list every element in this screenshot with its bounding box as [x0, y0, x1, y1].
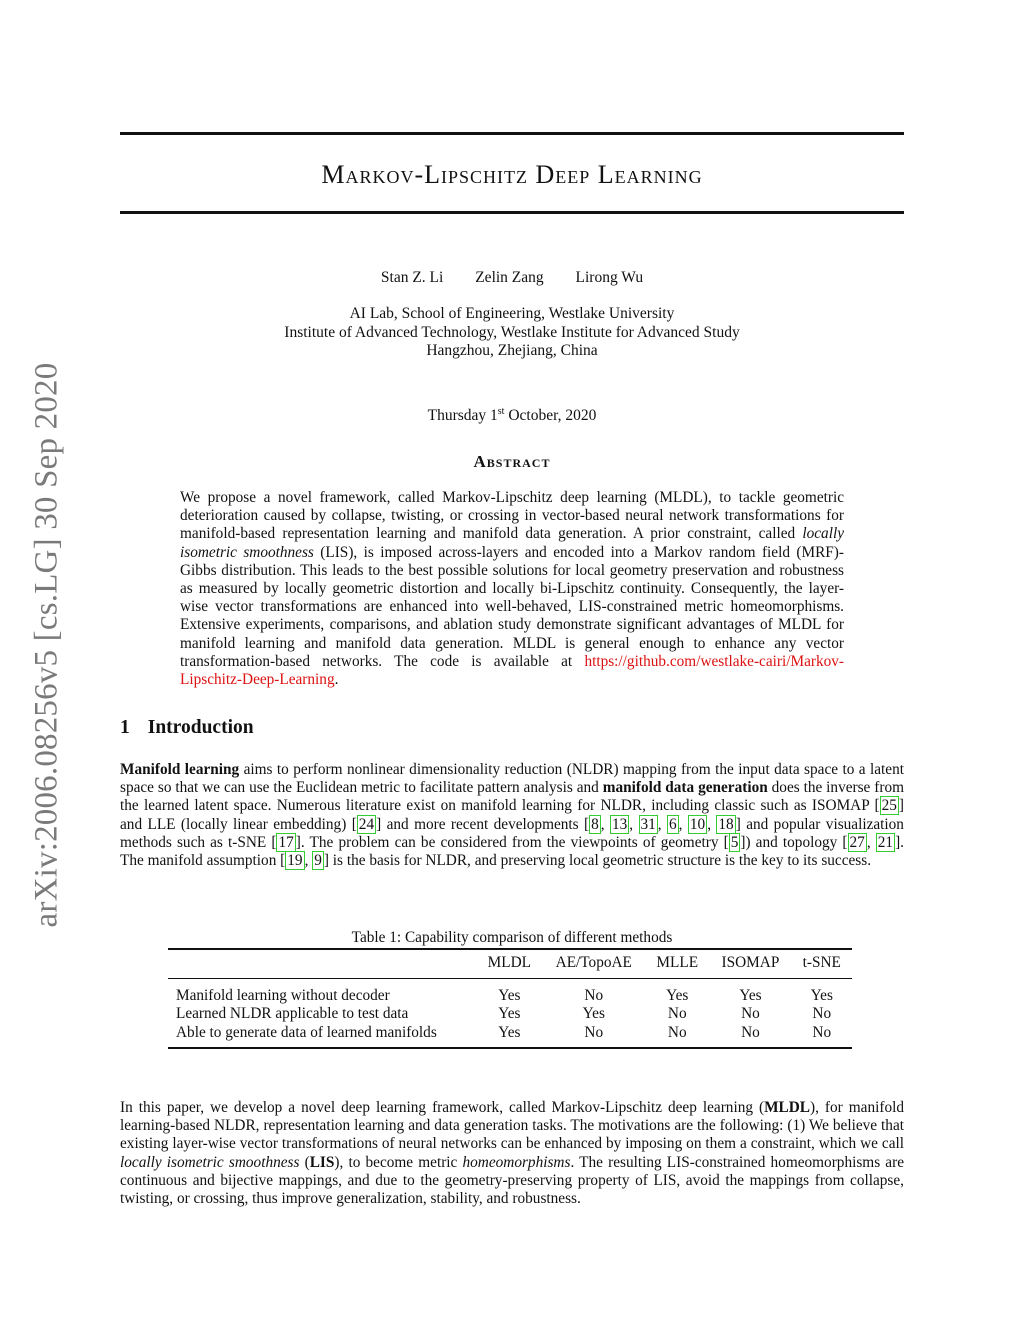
citation-link[interactable]: 8: [591, 815, 599, 833]
table-cell: Yes: [810, 987, 833, 1004]
motivation-paragraph: [120, 1099, 904, 1208]
author-list: [120, 269, 904, 287]
table-cell: Yes: [498, 987, 521, 1004]
table-cell: No: [741, 1023, 760, 1041]
citation-link[interactable]: 27: [849, 833, 865, 851]
title-rule-top: [120, 132, 904, 135]
citation-link[interactable]: 9: [314, 852, 322, 870]
table-cell: Yes: [739, 987, 762, 1004]
title-rule-bottom: [120, 211, 904, 214]
affiliation-line: AI Lab, School of Engineering, Westlake University: [349, 305, 675, 322]
bold-term: MLDL: [764, 1099, 810, 1116]
table-row-label: Able to generate data of learned manifolds: [176, 1023, 437, 1041]
table-row: [168, 1024, 852, 1048]
author-name: Stan Z. Li: [380, 269, 444, 286]
paragraph-text: (: [299, 1153, 310, 1171]
capability-table: [168, 948, 852, 1049]
table-header-cell: ISOMAP: [721, 954, 780, 971]
code-link[interactable]: https://github.com/westlake-cairi/Markov-Lipschitz-Deep-Learning: [180, 652, 844, 689]
table-header-cell: AE/TopoAE: [555, 954, 632, 971]
table-header-row: [168, 949, 852, 979]
table-row-label: Manifold learning without decoder: [176, 987, 390, 1004]
paragraph-text: ] and more recent developments [: [376, 815, 590, 833]
abstract-text: (LIS), is imposed across-layers and encoded into a Markov random field (MRF)-Gibbs distribution. This leads to the best possible solutions for local geometry preservation and robustness as measured by locally geometric distortion and locally bi-Lipschitz continuity. Consequently, the layer-wise vector transformations are enhanced into well-behaved, LIS-constrained metric homeomorphisms. Extensive experiments, comparisons, and ablation study demonstrate significant advantages of MLDL for manifold learning and manifold data generation. MLDL is general enough to enhance any vector transformation-based networks. The code is available at: [180, 543, 844, 670]
paragraph-text: ]. The problem can be considered from the viewpoints of geometry [: [295, 833, 729, 851]
table-header-cell: MLLE: [656, 954, 699, 971]
table-cell: No: [812, 1005, 832, 1023]
italic-term: homeomorphisms: [462, 1153, 571, 1171]
paragraph-text: ]. The manifold assumption [: [120, 833, 904, 870]
author-name: Lirong Wu: [575, 269, 644, 286]
citation-link[interactable]: 24: [358, 815, 375, 833]
citation-link[interactable]: 6: [669, 815, 677, 833]
table-cell: Yes: [582, 1005, 605, 1023]
bold-term: manifold data generation: [602, 779, 768, 797]
table-cell: No: [584, 987, 604, 1004]
citation-link[interactable]: 21: [877, 833, 894, 851]
abstract-emphasis: locally isometric smoothness: [180, 525, 844, 561]
bold-term: LIS: [309, 1153, 335, 1171]
affiliation-line: Institute of Advanced Technology, Westlake Institute for Advanced Study: [284, 323, 740, 341]
table-cell: No: [584, 1023, 604, 1041]
table-cell: No: [812, 1023, 832, 1041]
table-header-cell: t-SNE: [802, 954, 841, 971]
paragraph-text: In this paper, we develop a novel deep learning framework, called Markov-Lipschitz deep learning (: [120, 1099, 765, 1116]
paragraph-text: does the inverse from the learned latent space. Numerous literature exist on manifold learning for NLDR, including classic such as ISOMAP [: [120, 779, 904, 815]
abstract-body: [180, 489, 844, 689]
bold-term: Manifold learning: [120, 761, 240, 778]
author-name: Zelin Zang: [475, 269, 544, 286]
citation-link[interactable]: 17: [278, 833, 294, 851]
abstract-heading: Abstract: [473, 452, 551, 471]
section-heading-introduction: [120, 717, 254, 739]
table-cell: No: [667, 1023, 687, 1041]
citation-link[interactable]: 31: [640, 815, 656, 833]
paragraph-text: ), to become metric: [334, 1153, 463, 1171]
table-header-cell: MLDL: [487, 954, 532, 971]
citation-link[interactable]: 25: [881, 797, 897, 815]
table-cell: No: [741, 1005, 760, 1023]
paragraph-text: ] and popular visualization methods such as t-SNE [: [120, 815, 904, 851]
citation-link[interactable]: 13: [611, 815, 628, 833]
citation-link[interactable]: 18: [718, 815, 734, 833]
paragraph-text: ]) and topology [: [740, 833, 848, 851]
table-cell: No: [667, 1005, 687, 1023]
affiliation-block: [120, 305, 904, 361]
paragraph-text: aims to perform nonlinear dimensionality reduction (NLDR) mapping from the input data space to a latent space so that we can use the Euclidean metric to facilitate pattern analysis and: [120, 761, 904, 797]
date-ordinal: st: [497, 406, 505, 417]
date-suffix: October, 2020: [504, 407, 597, 425]
table-row: [168, 979, 852, 1006]
affiliation-line: Hangzhou, Zhejiang, China: [426, 342, 598, 359]
abstract-text: .: [334, 671, 339, 689]
table-row-label: Learned NLDR applicable to test data: [176, 1005, 409, 1023]
abstract-text: We propose a novel framework, called Markov-Lipschitz deep learning (MLDL), to tackle geometric deterioration caused by collapse, twisting, or crossing in vector-based neural network transformations for manifold-based representation learning and manifold data generation. A prior constraint, called: [180, 489, 844, 543]
paragraph-text: ] and LLE (locally linear embedding) [: [120, 797, 904, 833]
section-title: Introduction: [147, 717, 254, 738]
paragraph-text: ), for manifold learning-based NLDR, representation learning and data generation tasks. The motivations are the following: (1) We believe that existing layer-wise vector transformations of neural networks can be enhanced by imposing on them a constraint, which we call: [120, 1099, 904, 1153]
citation-link[interactable]: 5: [730, 833, 739, 851]
section-number: 1: [120, 717, 130, 738]
paragraph-text: . The resulting LIS-constrained homeomorphisms are continuous and bijective mappings, and due to the geometry-preserving property of LIS, avoid the mappings from collapse, twisting, or crossing, thus improve generalization, stability, and robustness.: [120, 1153, 904, 1208]
table-cell: Yes: [666, 987, 689, 1004]
table-caption: Table 1: Capability comparison of different methods: [351, 929, 673, 946]
paper-date: [120, 406, 904, 425]
paragraph-text: ] is the basis for NLDR, and preserving local geometric structure is the key to its success.: [323, 852, 872, 870]
citation-link[interactable]: 19: [287, 852, 303, 870]
table-cell: Yes: [498, 1023, 521, 1041]
table-cell: Yes: [498, 1005, 521, 1023]
table-header-cell: [168, 949, 476, 979]
arxiv-side-stamp: arXiv:2006.08256v5 [cs.LG] 30 Sep 2020: [28, 362, 65, 928]
citation-link[interactable]: 10: [689, 815, 706, 833]
date-prefix: Thursday 1: [427, 407, 498, 425]
table-row: [168, 1005, 852, 1023]
paper-title: Markov-Lipschitz Deep Learning: [321, 160, 703, 189]
intro-paragraph: Manifold learning aims to perform nonlinear dimensionality reduction (NLDR) mapping from the input data space to a latent space so that we can use the Euclidean metric to facilitate pattern analysis and manifold data generation does the inverse from the learned latent space. Numerous literature exist on manifold learning for NLDR, including classic such as ISOMAP [ 25 ] and LLE (locally linear embedding) [ 24 ] and more recent developments [ 8 , 13 , 31 , 6 , 10 , 18 ] and popular visualization methods such as t-SNE [ 17 ]. The problem can be considered from the viewpoints of geometry [ 5 ]) and topology [ 27 , 21 ]. The manifold assumption [ 19 , 9 ] is the basis for NLDR, and preserving local geometric structure is the key to its success.: [120, 761, 904, 870]
italic-term: locally isometric smoothness: [120, 1153, 300, 1171]
